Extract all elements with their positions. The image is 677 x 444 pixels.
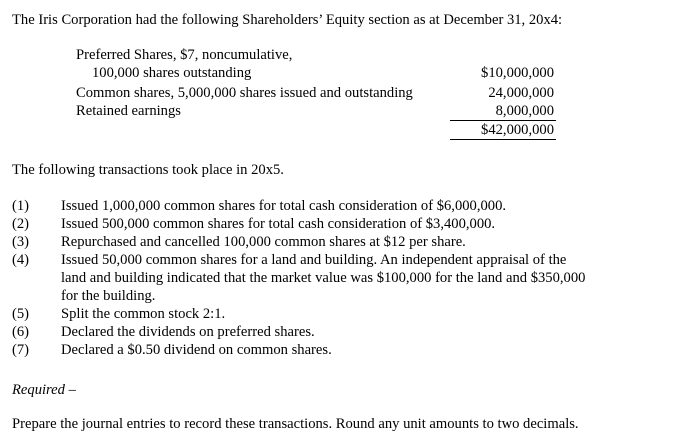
transaction-number: (4) (12, 252, 30, 268)
retained-amount: 8,000,000 (495, 103, 554, 119)
required-label: Required – (12, 382, 76, 398)
total-rule (450, 139, 556, 140)
common-amount: 24,000,000 (488, 85, 554, 101)
transaction-text: Split the common stock 2:1. (61, 306, 226, 322)
transaction-text: Issued 500,000 common shares for total cash consideration of $3,400,000. (61, 216, 496, 232)
transaction-number: (7) (12, 342, 30, 358)
preferred-label-line1: Preferred Shares, $7, noncumulative, (76, 47, 293, 63)
transaction-text: Repurchased and cancelled 100,000 common shares at $12 per share. (61, 234, 466, 250)
instruction-text: Prepare the journal entries to record these transactions. Round any unit amounts to two decimals. (12, 416, 579, 432)
transaction-number: (1) (12, 198, 30, 214)
transaction-text: Issued 50,000 common shares for a land and building. An independent appraisal of the (61, 252, 567, 268)
common-label: Common shares, 5,000,000 shares issued and outstanding (76, 85, 413, 101)
retained-label: Retained earnings (76, 103, 181, 119)
transaction-text: Declared the dividends on preferred shares. (61, 324, 315, 340)
total-amount: $42,000,000 (481, 122, 554, 138)
transaction-text: land and building indicated that the market value was $100,000 for the land and $350,000 (61, 270, 586, 286)
transaction-number: (6) (12, 324, 30, 340)
preferred-label-line2: 100,000 shares outstanding (92, 65, 252, 81)
intro-text: The Iris Corporation had the following Shareholders’ Equity section as at December 31, 20x4: (12, 12, 563, 28)
transaction-text: for the building. (61, 288, 156, 304)
transaction-text: Declared a $0.50 dividend on common shares. (61, 342, 332, 358)
transaction-number: (5) (12, 306, 30, 322)
transactions-intro: The following transactions took place in 20x5. (12, 162, 284, 178)
transaction-number: (2) (12, 216, 30, 232)
transaction-text: Issued 1,000,000 common shares for total cash consideration of $6,000,000. (61, 198, 507, 214)
transaction-number: (3) (12, 234, 30, 250)
preferred-amount: $10,000,000 (481, 65, 554, 81)
